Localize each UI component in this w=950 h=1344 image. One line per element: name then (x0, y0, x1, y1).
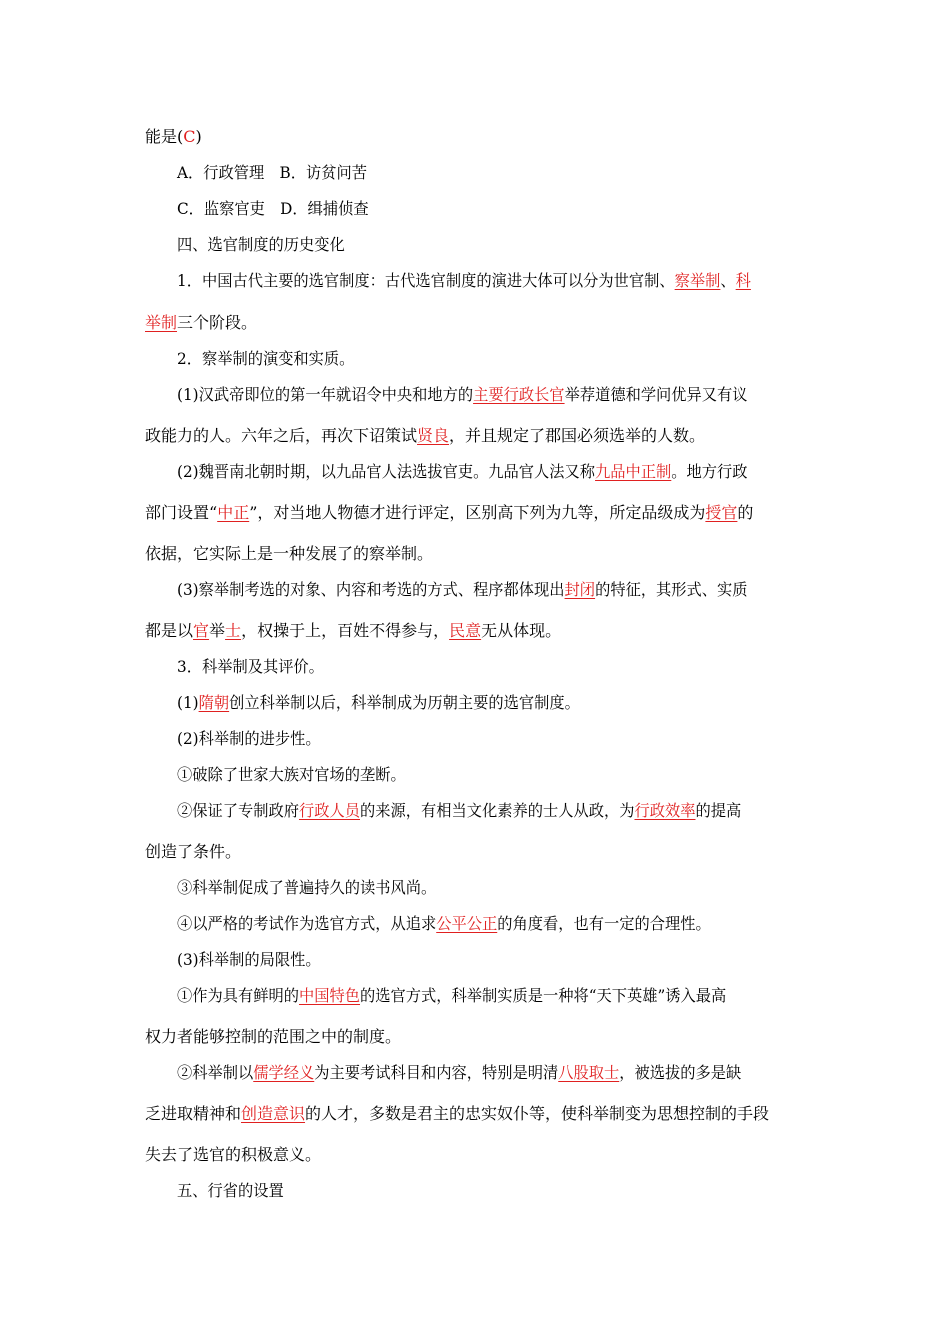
text-segment: (2)科举制的进步性。 (177, 729, 321, 748)
subsection-heading (177, 657, 825, 677)
paragraph-line (177, 271, 825, 291)
text-segment: 政能力的人。六年之后，再次下诏策试 (145, 426, 418, 445)
paragraph-line (177, 765, 825, 785)
text-segment: ，并且规定了郡国必须选举的人数。 (449, 426, 706, 445)
paragraph-line (177, 462, 825, 482)
answer-fill: 主要行政长官 (473, 385, 565, 404)
text-segment: 的角度看，也有一定的合理性。 (497, 914, 711, 933)
text-segment: 能是( (145, 127, 184, 146)
paragraph-line (145, 503, 825, 523)
section-heading (177, 235, 825, 255)
text-segment: 的特征，其形式、实质 (595, 580, 748, 599)
paragraph-line (177, 385, 825, 405)
text-segment: 的来源，有相当文化素养的士人从政，为 (360, 801, 635, 820)
text-segment: 五、行省的设置 (177, 1181, 284, 1200)
section-heading (177, 1181, 825, 1201)
text-segment: ②保证了专制政府 (177, 801, 299, 820)
text-segment: 3．科举制及其评价。 (177, 657, 324, 676)
text-segment: ①作为具有鲜明的 (177, 986, 299, 1005)
text-segment: ③科举制促成了普遍持久的读书风尚。 (177, 878, 437, 897)
paragraph-line (177, 729, 825, 749)
paragraph-line (177, 693, 825, 713)
option-line (177, 163, 825, 183)
paragraph-line (177, 950, 825, 970)
text-segment: (1)汉武帝即位的第一年就诏令中央和地方的 (177, 385, 474, 404)
text-segment: C．监察官吏 D．缉捕侦查 (177, 199, 369, 218)
text-segment: 举荐道德和学问优异又有议 (564, 385, 748, 404)
text-segment: 为主要考试科目和内容，特别是明清 (314, 1063, 559, 1082)
text-segment: 乏进取精神和 (145, 1104, 242, 1123)
answer-fill: 创造意识 (241, 1104, 306, 1123)
answer-fill: 中国特色 (298, 986, 361, 1005)
text-segment: 部门设置“ (145, 503, 218, 522)
option-line (177, 199, 825, 219)
text-segment: ，被选拔的多是缺 (619, 1063, 742, 1082)
text-segment: 权力者能够控制的范围之中的制度。 (145, 1027, 402, 1046)
paragraph-line (145, 1145, 825, 1165)
text-segment: 的人才，多数是君主的忠实奴仆等，使科举制变为思想控制的手段 (305, 1104, 770, 1123)
text-segment: ①破除了世家大族对官场的垄断。 (177, 765, 406, 784)
answer-fill: 察举制 (674, 271, 721, 290)
answer-fill: 士 (225, 621, 242, 640)
paragraph-line (177, 914, 825, 934)
text-segment: 的选官方式，科举制实质是一种将“天下英雄”诱入最高 (360, 986, 727, 1005)
text-segment: A．行政管理 B．访贫问苦 (177, 163, 367, 182)
text-segment: 创立科举制以后，科举制成为历朝主要的选官制度。 (229, 693, 580, 712)
paragraph-line (145, 1027, 825, 1047)
answer-fill: 公平公正 (436, 914, 498, 933)
text-segment: ②科举制以 (177, 1063, 254, 1082)
text-segment: (3)察举制考选的对象、内容和考选的方式、程序都体现出 (177, 580, 565, 599)
text-segment: ) (195, 127, 202, 146)
answer-fill: 授官 (705, 503, 738, 522)
text-segment: ④以严格的考试作为选官方式，从追求 (177, 914, 437, 933)
text-segment: 的提高 (695, 801, 742, 820)
answer-fill: 举制 (145, 313, 178, 332)
text-segment: 1．中国古代主要的选官制度：古代选官制度的演进大体可以分为世官制、 (177, 271, 675, 290)
text-segment: (3)科举制的局限性。 (177, 950, 321, 969)
paragraph-line (145, 313, 825, 333)
text-segment: 都是以 (145, 621, 194, 640)
paragraph-line (145, 544, 825, 564)
answer-fill: 行政效率 (634, 801, 696, 820)
answer-fill: 官 (193, 621, 210, 640)
text-segment: 四、选官制度的历史变化 (177, 235, 345, 254)
text-segment: 2．察举制的演变和实质。 (177, 349, 355, 368)
paragraph-line (145, 621, 825, 641)
answer-fill: 行政人员 (298, 801, 361, 820)
answer-fill: 儒学经义 (253, 1063, 315, 1082)
text-segment: 失去了选官的积极意义。 (145, 1145, 322, 1164)
text-segment: 举 (209, 621, 226, 640)
paragraph-line (177, 878, 825, 898)
answer-line (145, 127, 825, 147)
paragraph-line (177, 801, 825, 821)
text-segment: 依据，它实际上是一种发展了的察举制。 (145, 544, 434, 563)
answer-fill: C (183, 127, 196, 146)
answer-fill: 九品中正制 (595, 462, 672, 481)
paragraph-line (177, 1063, 825, 1083)
subsection-heading (177, 349, 825, 369)
text-segment: ”，对当地人物德才进行评定，区别高下列为九等，所定品级成为 (249, 503, 706, 522)
paragraph-line (145, 426, 825, 446)
paragraph-line (145, 1104, 825, 1124)
text-segment: (1) (177, 693, 199, 712)
text-segment: 三个阶段。 (177, 313, 258, 332)
text-segment: 。地方行政 (671, 462, 748, 481)
text-segment: 、 (720, 271, 736, 290)
answer-fill: 贤良 (417, 426, 450, 445)
text-segment: 创造了条件。 (145, 842, 242, 861)
answer-fill: 科 (735, 271, 751, 290)
paragraph-line (177, 986, 825, 1006)
answer-fill: 八股取士 (558, 1063, 620, 1082)
answer-fill: 中正 (217, 503, 250, 522)
paragraph-line (177, 580, 825, 600)
paragraph-line (145, 842, 825, 862)
answer-fill: 封闭 (564, 580, 596, 599)
text-segment: ，权操于上，百姓不得参与， (241, 621, 450, 640)
answer-fill: 民意 (449, 621, 482, 640)
text-segment: 的 (737, 503, 754, 522)
text-segment: (2)魏晋南北朝时期，以九品官人法选拔官吏。九品官人法又称 (177, 462, 596, 481)
text-segment: 无从体现。 (481, 621, 562, 640)
answer-fill: 隋朝 (198, 693, 230, 712)
